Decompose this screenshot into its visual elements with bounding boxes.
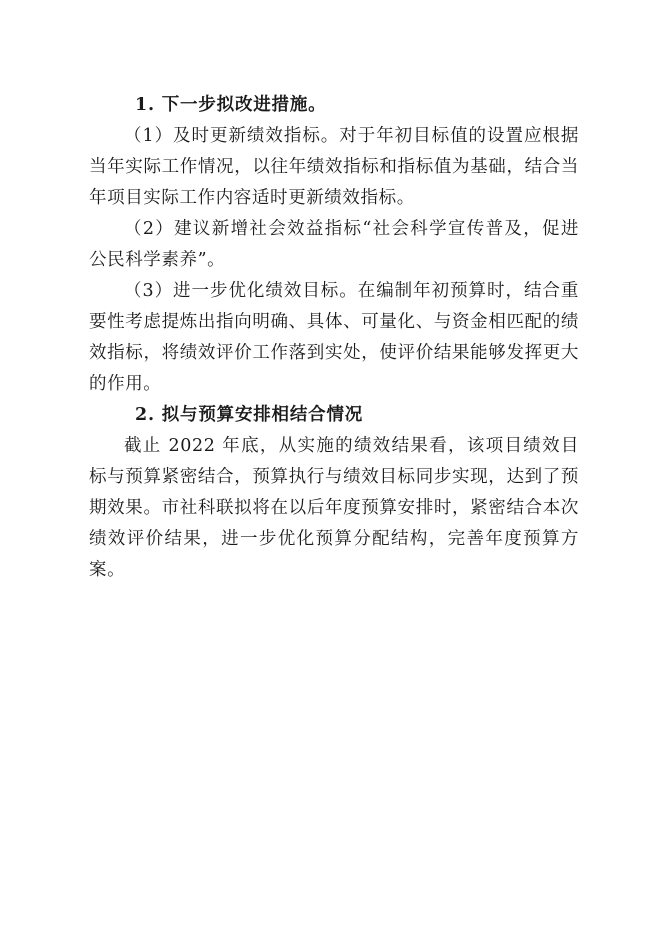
section-heading-budget-integration: 2. 拟与预算安排相结合情况 — [135, 405, 364, 425]
section-heading-improvement-measures: 1. 下一步拟改进措施。 — [135, 95, 327, 115]
paragraph-new-social-indicator: （2）建议新增社会效益指标“社会科学宣传普及，促进公民科学素养”。 — [89, 219, 579, 270]
document-body — [89, 90, 579, 586]
paragraph-budget-integration: 截止 2022 年底，从实施的绩效结果看，该项目绩效目标与预算紧密结合，预算执行与绩效目标同步实现，达到了预期效果。市社科联拟将在以后年度预算安排时，紧密结合本次绩效评价结果，进一步优化预算分配结构，完善年度预算方案。 — [89, 436, 579, 580]
paragraph-optimize-targets: （3）进一步优化绩效目标。在编制年初预算时，结合重要性考虑提炼出指向明确、具体、可量化、与资金相匹配的绩效指标，将绩效评价工作落到实处，使评价结果能够发挥更大的作用。 — [89, 281, 579, 394]
paragraph-update-indicators: （1）及时更新绩效指标。对于年初目标值的设置应根据当年实际工作情况，以往年绩效指标和指标值为基础，结合当年项目实际工作内容适时更新绩效指标。 — [89, 126, 579, 208]
